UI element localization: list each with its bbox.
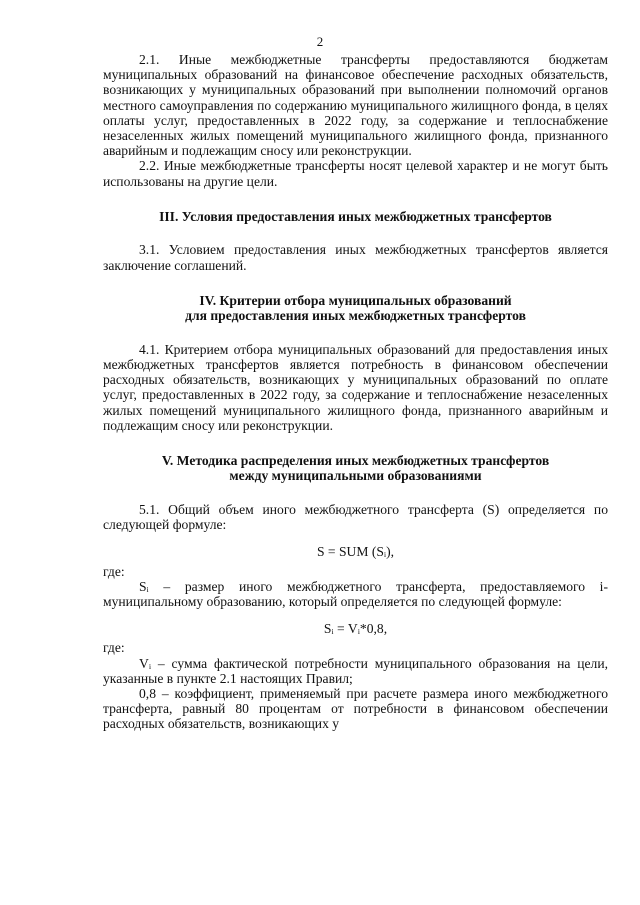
formula-total: S = SUM (Sᵢ), (316, 544, 395, 560)
formula-si: Sᵢ = Vᵢ*0,8, (323, 621, 388, 637)
definition-coefficient: 0,8 – коэффициент, применяемый при расчете размера иного межбюджетного трансферта, равный 80 процентам от потребности в финансовом обеспечении расходных обязательств, возникающих у (103, 685, 608, 732)
spacer (103, 532, 608, 544)
spacer (103, 324, 608, 342)
paragraph-2-1: 2.1. Иные межбюджетные трансферты предоставляются бюджетам муниципальных образований на финансовое обеспечение расходных обязательств, возникающих у муниципальных образований при выполнении полномочий органов местного самоуправления по содержанию муниципального жилищного фонда, в целях оплаты услуг, предоставленных в 2022 году, за содержание и теплоснабжение незаселенных жилых помещений муниципального жилищного фонда, признанного аварийным и подлежащим сносу или реконструкции. (103, 52, 608, 159)
where-label-1: где: (103, 563, 125, 579)
spacer (103, 189, 608, 209)
section-5-heading-line1: V. Методика распределения иных межбюджетных трансфертов (161, 452, 550, 468)
where-label-2: где: (103, 640, 125, 656)
paragraph-2-2: 2.2. Иные межбюджетные трансферты носят целевой характер и не могут быть использованы на другие цели. (103, 158, 608, 189)
section-4-heading-line1: IV. Критерии отбора муниципальных образований (199, 292, 512, 308)
definition-vi: Vᵢ – сумма фактической потребности муниципального образования на цели, указанные в пункте 2.1 настоящих Правил; (103, 655, 608, 686)
spacer (103, 224, 608, 242)
paragraph-5-1: 5.1. Общий объем иного межбюджетного трансферта (S) определяется по следующей формуле: (103, 501, 608, 533)
section-5-heading-line2: между муниципальными образованиями (229, 468, 482, 484)
definition-si: Sᵢ – размер иного межбюджетного трансферта, предоставляемого i-муниципальному образованию, который определяется по следующей формуле: (103, 578, 608, 609)
section-3-heading: III. Условия предоставления иных межбюджетных трансфертов (159, 208, 552, 224)
document-body (103, 52, 608, 732)
spacer (103, 273, 608, 293)
page-number: 2 (316, 34, 324, 49)
spacer (103, 433, 608, 453)
spacer (103, 484, 608, 502)
paragraph-4-1: 4.1. Критерием отбора муниципальных образований для предоставления иных межбюджетных трансфертов является потребность в финансовом обеспечении расходных обязательств, возникающих у муниципальных образований по оплате услуг, предоставленных в 2022 году, за содержание и теплоснабжение незаселенных жилых помещений муниципального жилищного фонда, признанного аварийным и подлежащим сносу или реконструкции. (103, 341, 608, 433)
spacer (103, 609, 608, 621)
paragraph-3-1: 3.1. Условием предоставления иных межбюджетных трансфертов является заключение соглашений. (103, 242, 608, 273)
section-4-heading-line2: для предоставления иных межбюджетных трансфертов (185, 308, 526, 324)
